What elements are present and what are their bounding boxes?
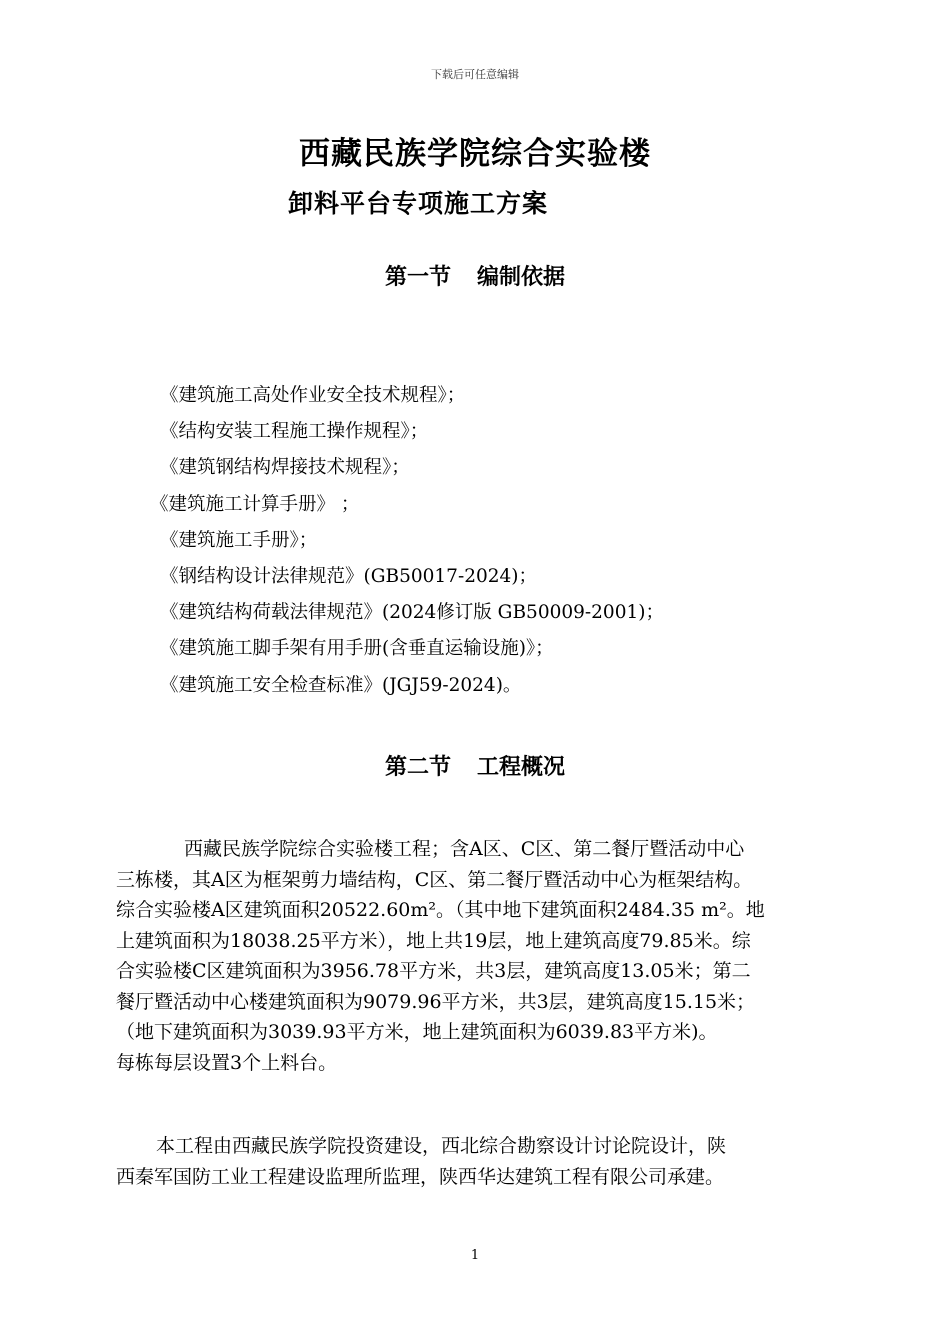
reference-item: 《钢结构设计法律规范》(GB50017-2024)； xyxy=(160,565,537,587)
document-title: 西藏民族学院综合实验楼 xyxy=(299,136,651,172)
reference-item: 《建筑施工脚手架有用手册(含垂直运输设施)》； xyxy=(160,638,554,660)
section-number: 第一节 xyxy=(384,265,451,290)
reference-item: 《建筑钢结构焊接技术规程》； xyxy=(160,457,410,479)
paragraph-line: 本工程由西藏民族学院投资建设，西北综合勘察设计讨论院设计，陕 xyxy=(156,1135,727,1157)
paragraph-line: （地下建筑面积为3039.93平方米，地上建筑面积为6039.83平方米)。 xyxy=(116,1021,718,1043)
header-note: 下载后可任意编辑 xyxy=(431,68,519,81)
paragraph-line: 西秦军国防工业工程建设监理所监理，陕西华达建筑工程有限公司承建。 xyxy=(116,1165,725,1188)
overview-paragraph xyxy=(116,834,846,1078)
reference-item: 《建筑结构荷载法律规范》(2024修订版 GB50009-2001)； xyxy=(160,602,664,624)
paragraph-line: 上建筑面积为18038.25平方米），地上共19层，地上建筑高度79.85米。综 xyxy=(116,929,751,952)
reference-item: 《建筑施工计算手册》 ； xyxy=(150,493,360,515)
paragraph-line: 西藏民族学院综合实验楼工程；含A区、C区、第二餐厅暨活动中心 xyxy=(184,838,745,860)
section-title: 工程概况 xyxy=(477,755,566,780)
page-number: 1 xyxy=(470,1248,480,1263)
construction-paragraph xyxy=(116,1131,846,1192)
section-number: 第二节 xyxy=(384,755,451,780)
paragraph-line: 餐厅暨活动中心楼建筑面积为9079.96平方米，共3层，建筑高度15.15米； xyxy=(116,990,756,1013)
document-subtitle: 卸料平台专项施工方案 xyxy=(288,189,549,218)
reference-item: 《建筑施工安全检查标准》(JGJ59-2024)。 xyxy=(160,674,522,696)
section-heading-1 xyxy=(0,260,950,291)
reference-list xyxy=(150,378,664,704)
reference-item: 《建筑施工高处作业安全技术规程》； xyxy=(160,385,466,406)
reference-item: 《建筑施工手册》； xyxy=(160,529,318,551)
paragraph-line: 合实验楼C区建筑面积为3956.78平方米，共3层，建筑高度13.05米；第二 xyxy=(116,960,751,982)
paragraph-line: 每栋每层设置3个上料台。 xyxy=(116,1051,338,1074)
paragraph-line: 综合实验楼A区建筑面积20522.60m²。（其中地下建筑面积2484.35 m²。地 xyxy=(116,899,765,921)
section-heading-2 xyxy=(0,750,950,781)
section-title: 编制依据 xyxy=(477,265,566,290)
paragraph-line: 三栋楼，其A区为框架剪力墙结构，C区、第二餐厅暨活动中心为框架结构。 xyxy=(116,868,753,891)
reference-item: 《结构安装工程施工操作规程》； xyxy=(160,421,429,443)
